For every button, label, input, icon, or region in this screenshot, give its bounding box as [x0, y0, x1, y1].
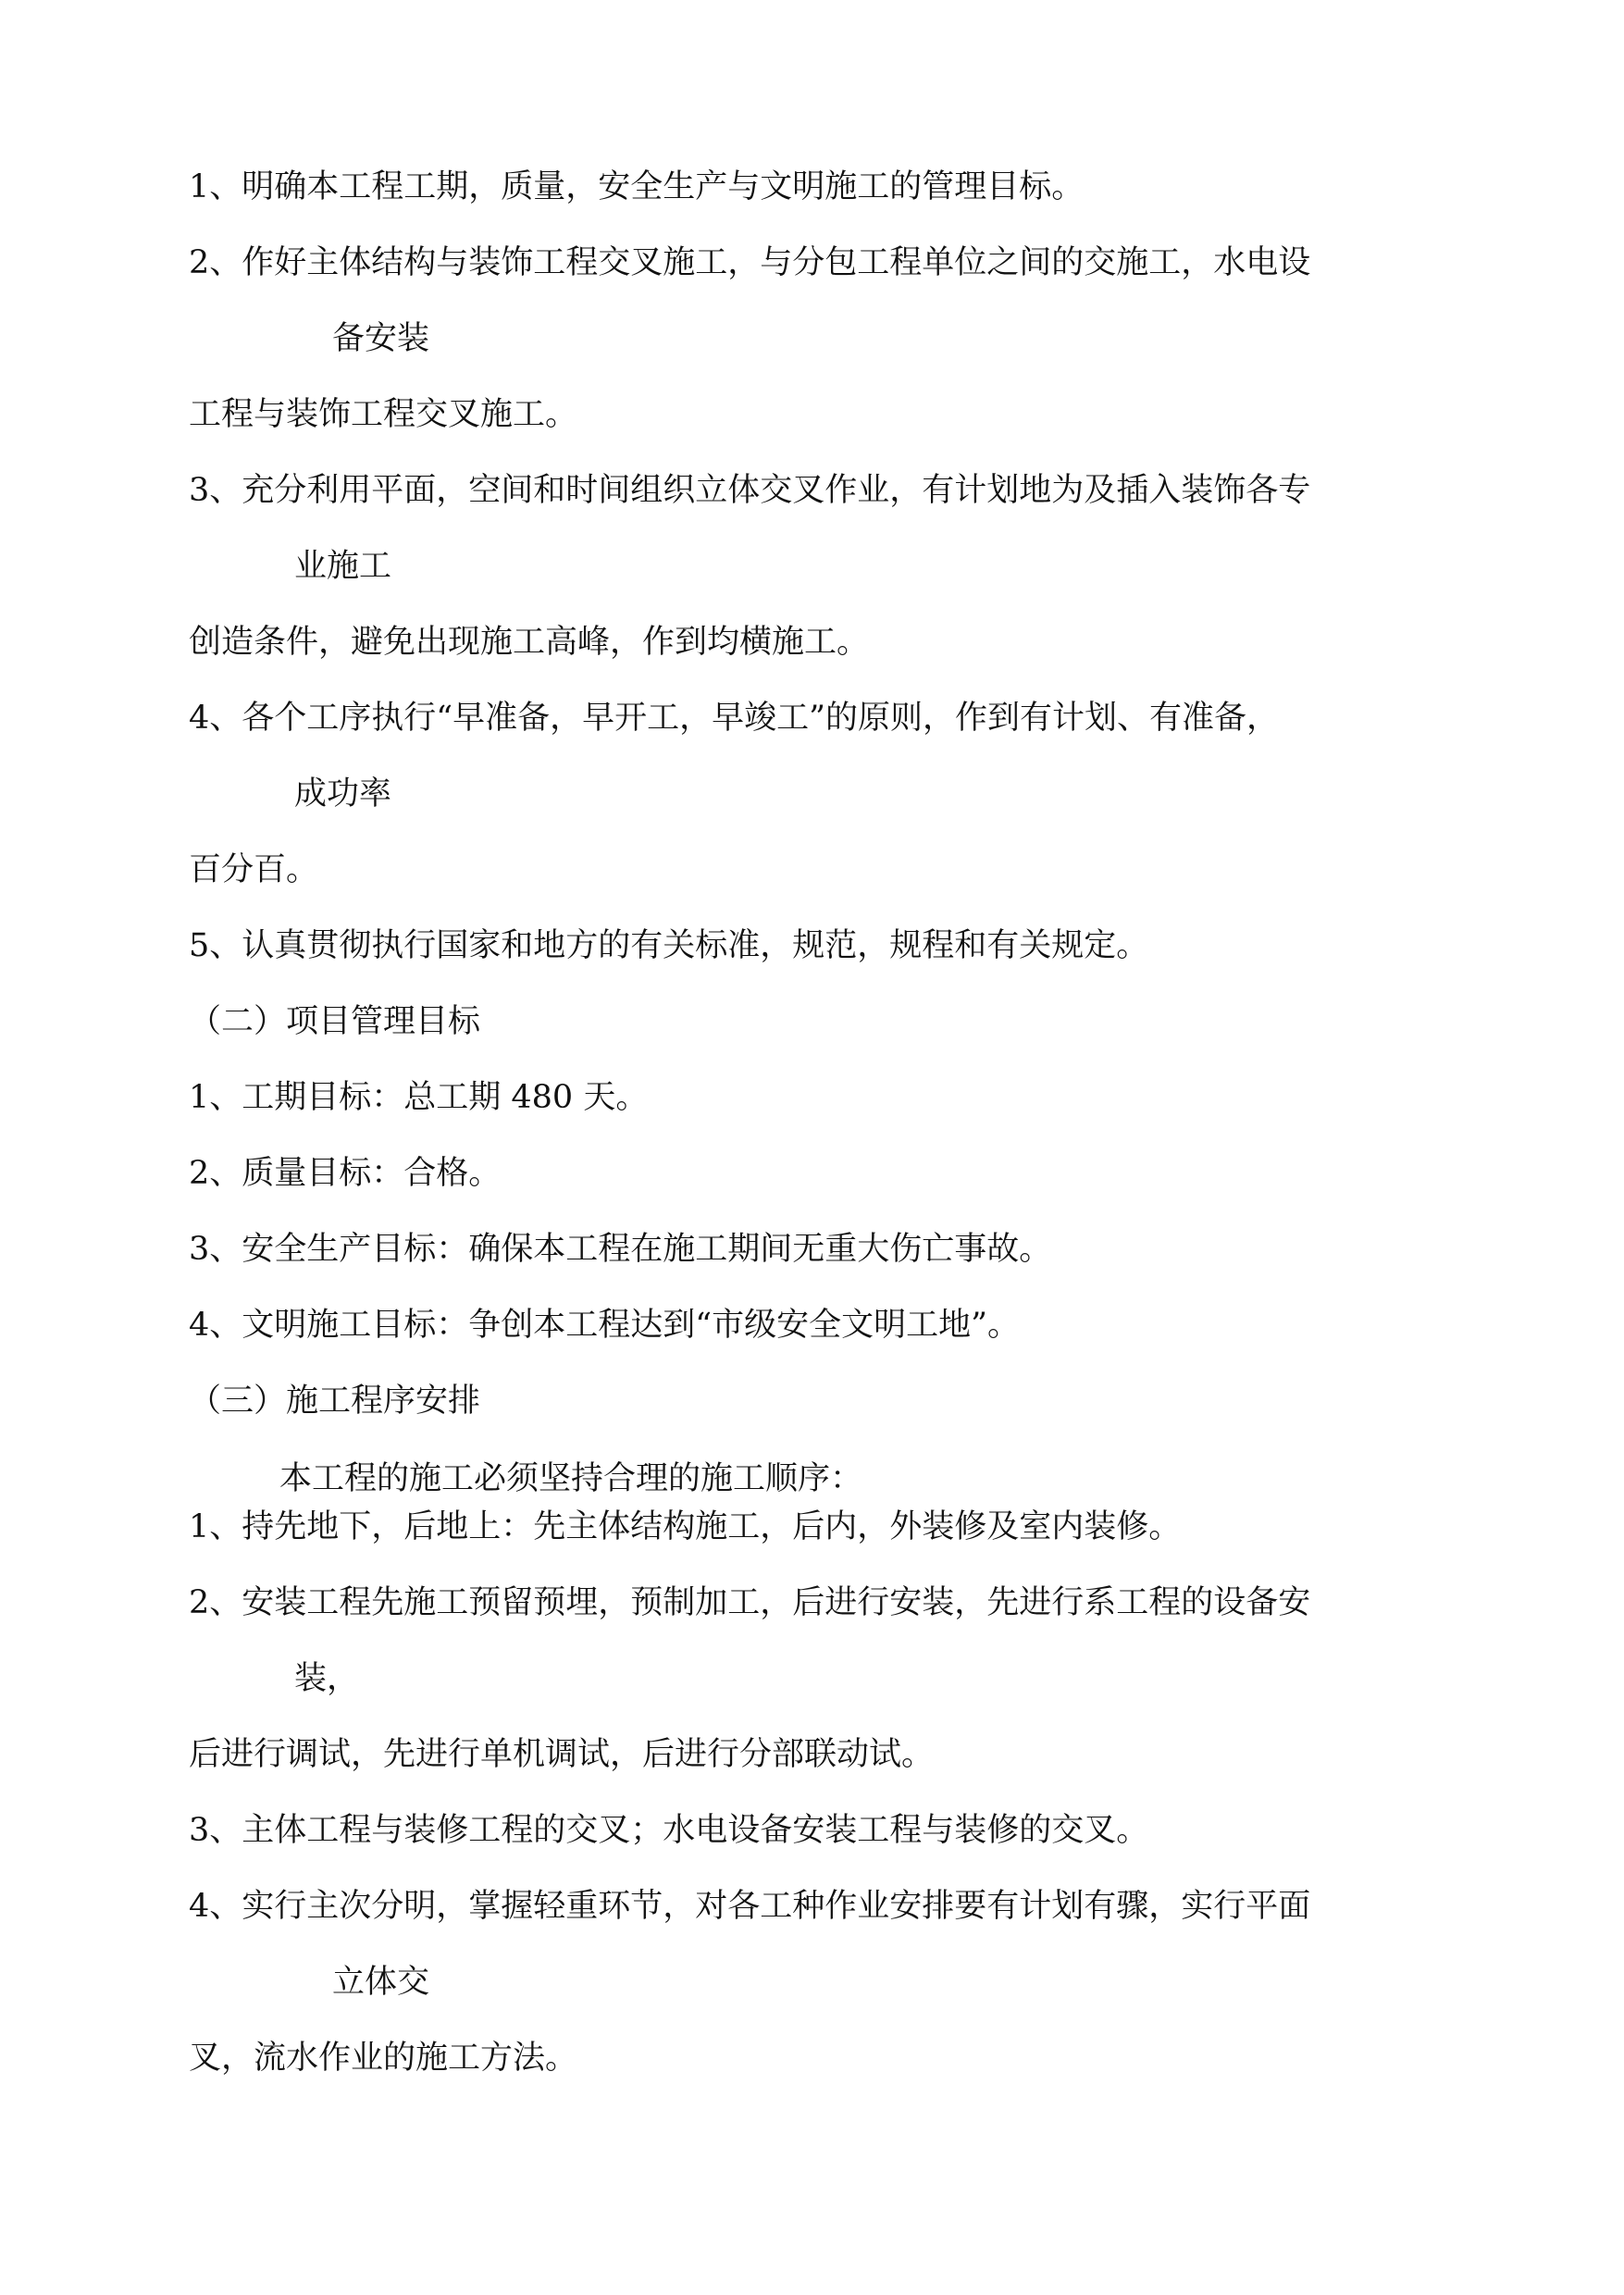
text-line: 工程与装饰工程交叉施工。 — [189, 396, 578, 433]
text-line: 成功率 — [294, 775, 392, 813]
text-line: 3、充分利用平面，空间和时间组织立体交叉作业，有计划地为及插入装饰各专 — [189, 472, 1311, 509]
text-line: 2、安装工程先施工预留预埋，预制加工，后进行安装，先进行系工程的设备安 — [189, 1584, 1311, 1621]
text-line: 4、各个工序执行“早准备，早开工，早竣工”的原则，作到有计划、有准备， — [189, 700, 1280, 737]
text-line: 装， — [294, 1660, 360, 1697]
text-line: 百分百。 — [189, 851, 319, 888]
text-line: 后进行调试，先进行单机调试，后进行分部联动试。 — [189, 1736, 935, 1773]
text-line: 创造条件，避免出现施工高峰，作到均横施工。 — [189, 624, 870, 661]
text-line: 1、明确本工程工期，质量，安全生产与文明施工的管理目标。 — [189, 168, 1085, 205]
text-line: 1、工期目标：总工期 480 天。 — [189, 1079, 649, 1116]
text-line: 业施工 — [294, 548, 392, 585]
section-heading: （三）施工程序安排 — [189, 1383, 481, 1420]
text-line: 4、文明施工目标：争创本工程达到“市级安全文明工地”。 — [189, 1307, 1021, 1344]
text-line: 立体交 — [332, 1964, 430, 2001]
text-line: 叉，流水作业的施工方法。 — [189, 2040, 578, 2077]
text-line: 2、质量目标：合格。 — [189, 1155, 502, 1192]
text-line: 3、安全生产目标：确保本工程在施工期间无重大伤亡事故。 — [189, 1231, 1052, 1268]
text-line: 备安装 — [332, 320, 430, 357]
text-line: 4、实行主次分明，掌握轻重环节，对各工种作业安排要有计划有骤，实行平面 — [189, 1888, 1311, 1925]
text-line: 5、认真贯彻执行国家和地方的有关标准，规范，规程和有关规定。 — [189, 927, 1149, 964]
section-heading: （二）项目管理目标 — [189, 1003, 481, 1040]
text-line: 1、持先地下，后地上：先主体结构施工，后内，外装修及室内装修。 — [189, 1508, 1182, 1545]
text-line: 2、作好主体结构与装饰工程交叉施工，与分包工程单位之间的交施工，水电设 — [189, 244, 1311, 281]
text-line: 本工程的施工必须坚持合理的施工顺序： — [279, 1460, 863, 1497]
text-line: 3、主体工程与装修工程的交叉；水电设备安装工程与装修的交叉。 — [189, 1812, 1149, 1849]
